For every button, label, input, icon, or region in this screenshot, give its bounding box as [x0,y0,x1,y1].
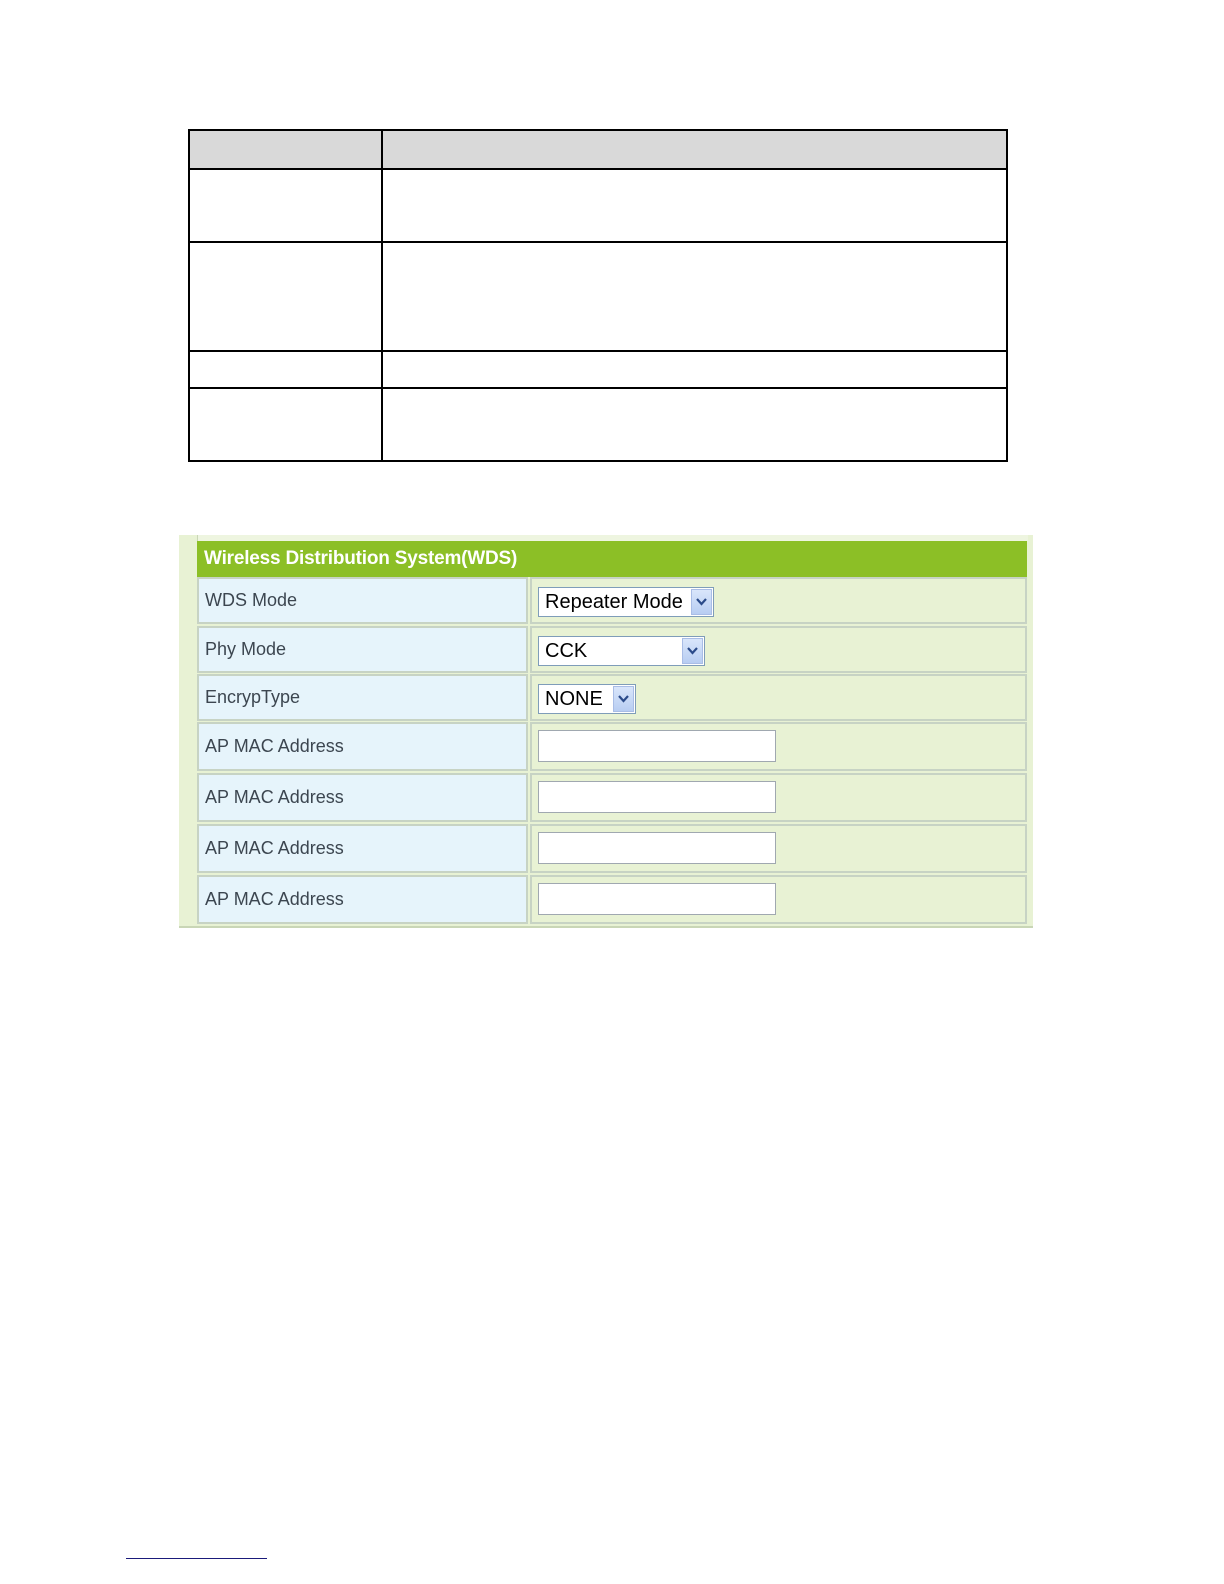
desc-cell [382,351,1007,388]
footnote-rule [126,1558,267,1559]
table-row [189,388,1007,461]
header-cell-parameter [189,130,382,169]
chevron-down-icon[interactable] [691,589,712,615]
param-cell [189,242,382,351]
table-row [189,242,1007,351]
ap-mac-cell-2 [530,773,1027,822]
wds-mode-selected-value: Repeater Mode [545,591,683,613]
table-row [189,351,1007,388]
ap-mac-cell-4 [530,875,1027,924]
encryp-type-cell [530,674,1027,721]
encryp-type-select[interactable] [538,684,636,714]
ap-mac-row-3 [197,824,1027,873]
phy-mode-selected-value: CCK [545,640,588,662]
ap-mac-row-4 [197,875,1027,924]
wds-mode-select[interactable] [538,587,714,617]
ap-mac-row-1 [197,722,1027,771]
desc-cell [382,242,1007,351]
wds-settings-panel [179,535,1033,928]
phy-mode-row [197,626,1027,673]
wds-section-title: Wireless Distribution System(WDS) [197,541,1027,577]
ap-mac-input-1[interactable] [538,730,776,762]
table-header-row [189,130,1007,169]
wds-mode-cell [530,577,1027,624]
desc-cell [382,388,1007,461]
ap-mac-label-4: AP MAC Address [197,875,528,924]
header-cell-description [382,130,1007,169]
encryp-type-label: EncrypType [197,674,528,721]
wds-mode-label: WDS Mode [197,577,528,624]
phy-mode-label: Phy Mode [197,626,528,673]
table-row [189,169,1007,242]
phy-mode-cell [530,626,1027,673]
chevron-down-icon[interactable] [682,638,703,664]
param-cell [189,388,382,461]
ap-mac-input-4[interactable] [538,883,776,915]
chevron-down-icon[interactable] [613,686,634,712]
ap-mac-label-1: AP MAC Address [197,722,528,771]
wds-mode-row [197,577,1027,624]
ap-mac-label-2: AP MAC Address [197,773,528,822]
phy-mode-select[interactable] [538,636,705,666]
ap-mac-cell-1 [530,722,1027,771]
desc-cell [382,169,1007,242]
ap-mac-cell-3 [530,824,1027,873]
param-cell [189,169,382,242]
ap-mac-label-3: AP MAC Address [197,824,528,873]
encryp-type-selected-value: NONE [545,688,603,710]
encryp-type-row [197,674,1027,721]
ap-mac-input-3[interactable] [538,832,776,864]
parameter-description-table [188,129,1008,462]
ap-mac-input-2[interactable] [538,781,776,813]
param-cell [189,351,382,388]
ap-mac-row-2 [197,773,1027,822]
